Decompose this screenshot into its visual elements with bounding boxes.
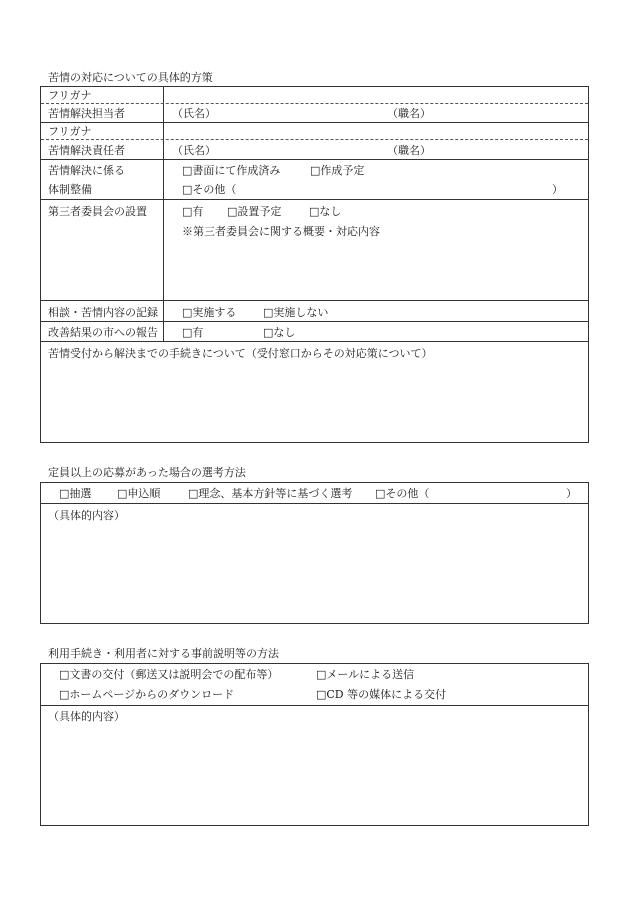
selection-detail-label: （具体的内容） [48, 509, 125, 522]
selection-order-checkbox[interactable]: □申込順 [117, 487, 161, 500]
selection-policy-checkbox[interactable]: □理念、基本方針等に基づく選考 [188, 487, 353, 500]
taisei-other-close: ） [552, 183, 563, 196]
kiroku-no-checkbox[interactable]: □実施しない [263, 306, 329, 319]
houkoku-yes-checkbox[interactable]: □有 [182, 326, 204, 339]
houkoku-label: 改善結果の市への報告 [48, 326, 158, 339]
houkoku-no-checkbox[interactable]: □なし [263, 326, 296, 339]
row-divider [41, 159, 588, 160]
row-divider [41, 103, 588, 104]
tetsuzuki-label: 苦情受付から解決までの手続きについて（受付窓口からその対応策について） [48, 347, 433, 360]
procedure-detail-label: （具体的内容） [48, 710, 125, 723]
row-divider [41, 139, 588, 140]
section1-title: 苦情の対応についての具体的方策 [48, 71, 213, 84]
selection-lottery-checkbox[interactable]: □抽選 [59, 487, 92, 500]
selection-other-close: ） [566, 487, 577, 500]
daisansha-label: 第三者委員会の設置 [48, 205, 147, 218]
row-divider [41, 122, 588, 123]
section2-title: 定員以上の応募があった場合の選考方法 [48, 466, 246, 479]
row-divider [41, 503, 588, 504]
taisei-label: 苦情解決に係る [48, 164, 125, 177]
furigana-label: フリガナ [48, 89, 92, 102]
tantousha-name-field[interactable]: （氏名） [172, 107, 216, 120]
sekininsha-label: 苦情解決責任者 [48, 144, 125, 157]
sekininsha-name-field[interactable]: （氏名） [172, 144, 216, 157]
tantousha-label: 苦情解決担当者 [48, 107, 125, 120]
taisei-other-checkbox[interactable]: □その他（ [182, 183, 237, 196]
daisansha-no-checkbox[interactable]: □なし [309, 205, 342, 218]
furigana-label: フリガナ [48, 125, 92, 138]
row-divider [41, 341, 588, 342]
label-column-divider [163, 86, 164, 342]
daisansha-note: ※第三者委員会に関する概要・対応内容 [182, 225, 380, 238]
taisei-label: 体制整備 [48, 183, 92, 196]
taisei-written-checkbox[interactable]: □書面にて作成済み [182, 164, 281, 177]
selection-other-checkbox[interactable]: □その他（ [375, 487, 430, 500]
procedure-document-checkbox[interactable]: □文書の交付（郵送又は説明会での配布等） [59, 668, 279, 681]
row-divider [41, 321, 588, 322]
taisei-planned-checkbox[interactable]: □作成予定 [310, 164, 365, 177]
tantousha-title-field[interactable]: （職名） [387, 107, 431, 120]
section3-title: 利用手続き・利用者に対する事前説明等の方法 [48, 647, 279, 660]
row-divider [41, 300, 588, 301]
procedure-email-checkbox[interactable]: □メールによる送信 [316, 668, 415, 681]
sekininsha-title-field[interactable]: （職名） [387, 144, 431, 157]
procedure-media-checkbox[interactable]: □CD 等の媒体による交付 [316, 688, 447, 701]
row-divider [41, 199, 588, 200]
procedure-download-checkbox[interactable]: □ホームページからのダウンロード [59, 688, 235, 701]
row-divider [41, 705, 588, 706]
daisansha-yes-checkbox[interactable]: □有 [182, 205, 204, 218]
kiroku-yes-checkbox[interactable]: □実施する [182, 306, 237, 319]
daisansha-planned-checkbox[interactable]: □設置予定 [227, 205, 282, 218]
kiroku-label: 相談・苦情内容の記録 [48, 306, 158, 319]
